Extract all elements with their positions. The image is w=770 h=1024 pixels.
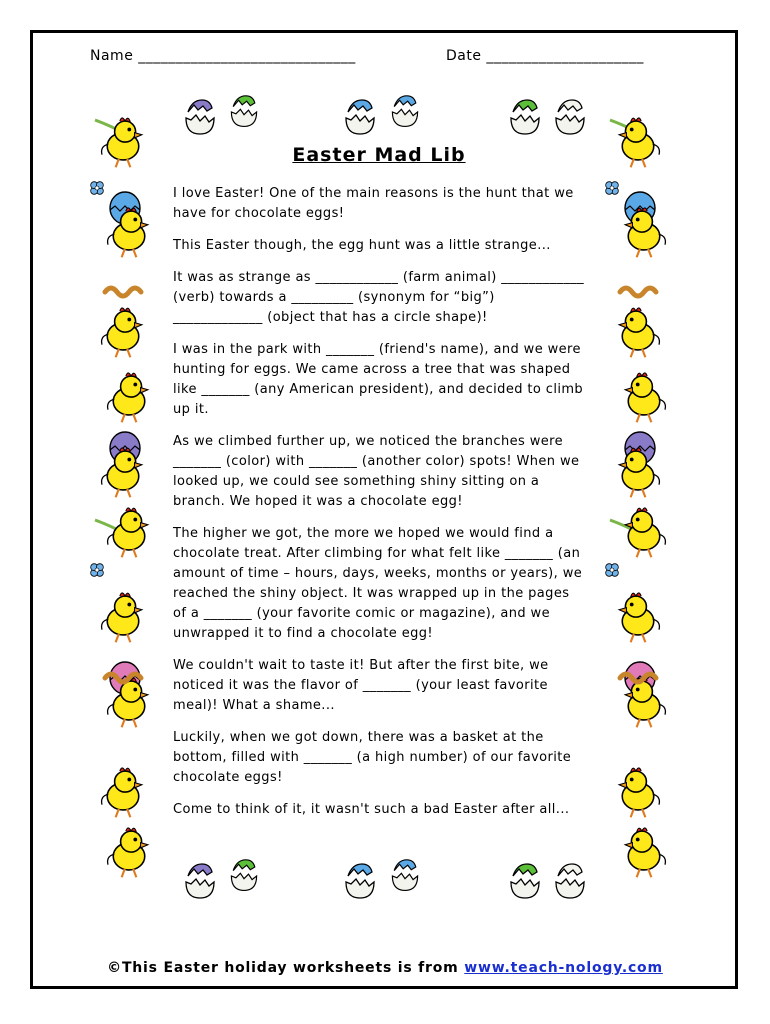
footer-link[interactable]: www.teach-nology.com [464,960,663,976]
paragraph: We couldn't wait to taste it! But after the first bite, we noticed it was the flavor of _______ (your least favorite meal)! What a shame... [173,658,549,713]
paragraph: Come to think of it, it wasn't such a bad Easter after all... [173,802,570,817]
paragraph: Luckily, when we got down, there was a basket at the bottom, filled with _______ (a high number) of our favorite chocolate eggs! [173,730,572,785]
chick-icon [102,593,142,642]
chick-icon [619,768,659,817]
cracked-egg-icon [511,864,539,898]
flower-icon [606,182,619,195]
worksheet-title: Easter Mad Lib [292,144,466,166]
chick-icon [102,768,142,817]
cracked-egg-icon [346,864,374,898]
cracked-egg-icon [511,100,539,134]
chick-icon [625,508,665,557]
chick-icon [102,308,142,357]
paragraph: The higher we got, the more we hoped we would find a chocolate treat. After climbing for what felt like _______ (an amount of time – hours, days, weeks, months or years), we reached the shiny object. It was wrapped up in the pages of a _______ (your favorite comic or magazine), and we unwrapped it to find a chocolate egg! [173,526,583,641]
flower-icon [91,182,104,195]
chick-icon [619,593,659,642]
cracked-egg-icon [231,860,256,891]
paragraph: This Easter though, the egg hunt was a little strange... [173,238,551,253]
paragraph: I love Easter! One of the main reasons is the hunt that we have for chocolate eggs! [173,186,574,221]
chick-icon [108,828,148,877]
chick-icon [108,508,148,557]
flower-icon [606,564,619,577]
flower-icon [91,564,104,577]
chick-icon [108,373,148,422]
cracked-egg-icon [392,96,417,127]
paragraph: I was in the park with _______ (friend's name), and we were hunting for eggs. We came across a tree that was shaped like _______ (any American president), and decided to climb up it. [173,342,584,417]
worm-icon [105,288,141,296]
cracked-egg-icon [231,96,256,127]
cracked-egg-icon [556,100,584,134]
chick-icon [625,828,665,877]
footer [0,960,770,976]
cracked-egg-icon [392,860,417,891]
worm-icon [620,288,656,296]
cracked-egg-icon [346,100,374,134]
cracked-egg-icon [186,100,214,134]
date-field-label: Date _____________________ [446,48,644,64]
paragraph: It was as strange as ____________ (farm animal) ____________ (verb) towards a _________ (synonym for “big”) _____________ (object that has a circle shape)! [173,270,585,325]
name-field-label: Name _____________________________ [90,48,356,64]
chick-icon [625,373,665,422]
chick-icon [619,308,659,357]
cracked-egg-icon [186,864,214,898]
cracked-egg-icon [556,864,584,898]
paragraph: As we climbed further up, we noticed the branches were _______ (color) with _______ (another color) spots! When we looked up, we could see something shiny sitting on a branch. We hoped it was a chocolate egg! [173,434,580,509]
worksheet-body [173,144,585,832]
footer-text: ©This Easter holiday worksheets is from [107,960,465,976]
